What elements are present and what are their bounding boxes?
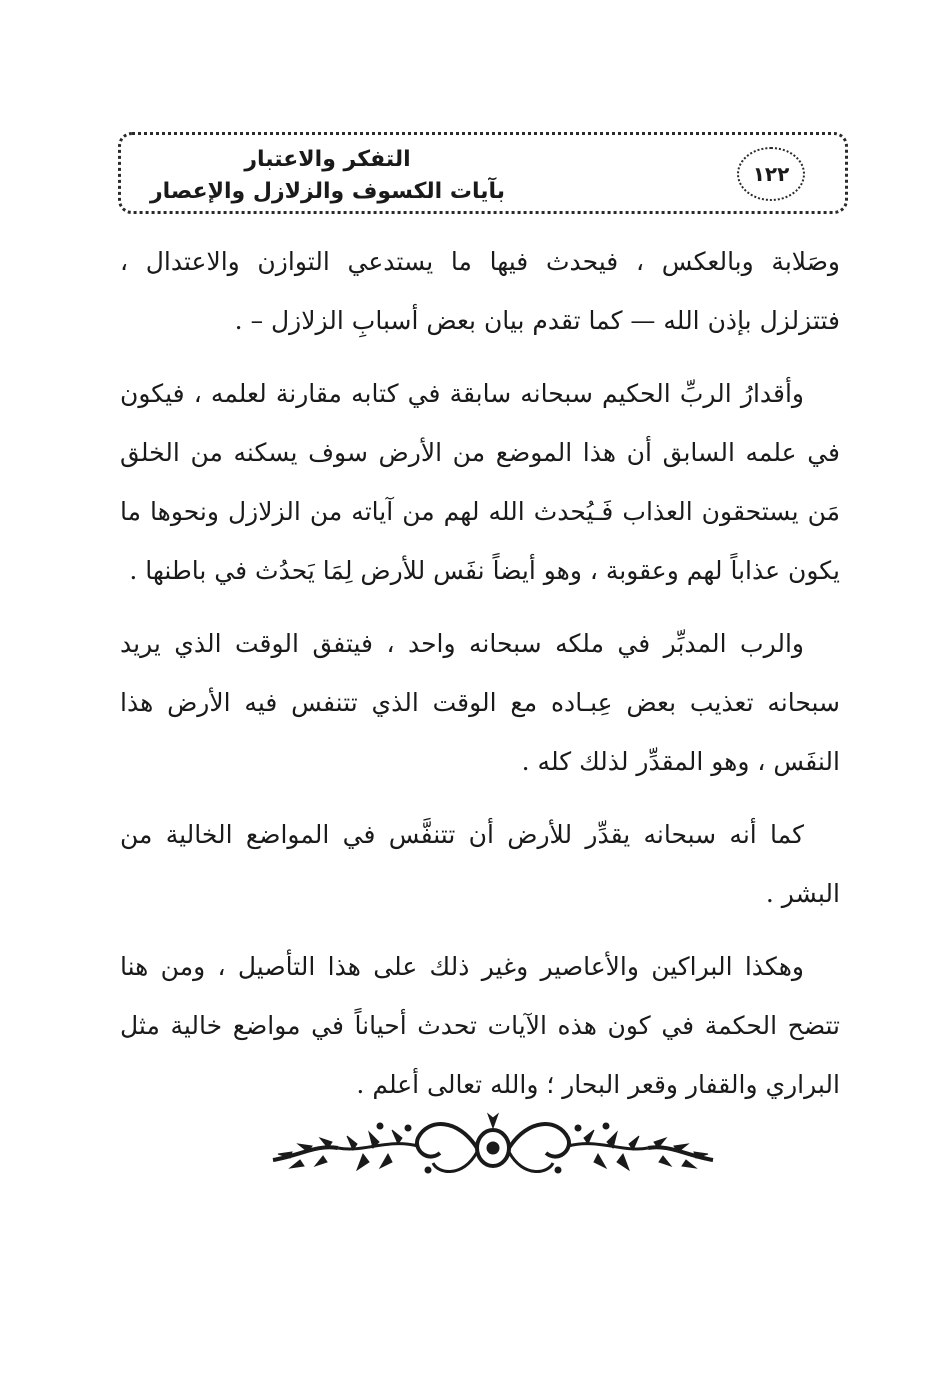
paragraph: وهكذا البراكين والأعاصير وغير ذلك على هذا التأصيل ، ومن هنا تتضح الحكمة في كون هذه الآيات تحدث أحياناً في مواضع خالية مثل البراري والقفار وقعر البحار ؛ والله تعالى أعلم . — [120, 952, 840, 1099]
running-header — [118, 132, 848, 214]
header-title-sub: بآيات الكسوف والزلازل والإعصار — [150, 179, 505, 204]
header-title-main: التفكر والاعتبار — [244, 147, 411, 172]
paragraph: كما أنه سبحانه يقدِّر للأرض أن تتنفَّس في المواضع الخالية من البشر . — [120, 820, 840, 908]
floral-divider-icon — [268, 1108, 718, 1182]
header-titles — [150, 145, 505, 207]
paragraph: والرب المدبِّر في ملكه سبحانه واحد ، فيتفق الوقت الذي يريد سبحانه تعذيب بعض عِبـاده مع الوقت الذي تتنفس فيه الأرض هذا النفَس ، وهو المقدِّر لذلك كله . — [120, 629, 840, 776]
paragraph: وصَلابة وبالعكس ، فيحدث فيها ما يستدعي التوازن والاعتدال ، فتتزلزل بإذن الله — كما تقدم بيان بعض أسبابِ الزلازل – . — [120, 247, 840, 335]
page-number: ١٢٢ — [737, 147, 805, 201]
paragraph: وأقدارُ الربِّ الحكيم سبحانه سابقة في كتابه مقارنة لعلمه ، فيكون في علمه السابق أن هذا الموضع من الأرض سوف يسكنه من الخلق مَن يستحقون العذاب فَـيُحدث الله لهم من آياته من الزلازل ونحوها ما يكون عذاباً لهم وعقوبة ، وهو أيضاً نفَس للأرض لِمَا يَحدُث في باطنها . — [120, 379, 840, 585]
page-body — [120, 232, 840, 1128]
